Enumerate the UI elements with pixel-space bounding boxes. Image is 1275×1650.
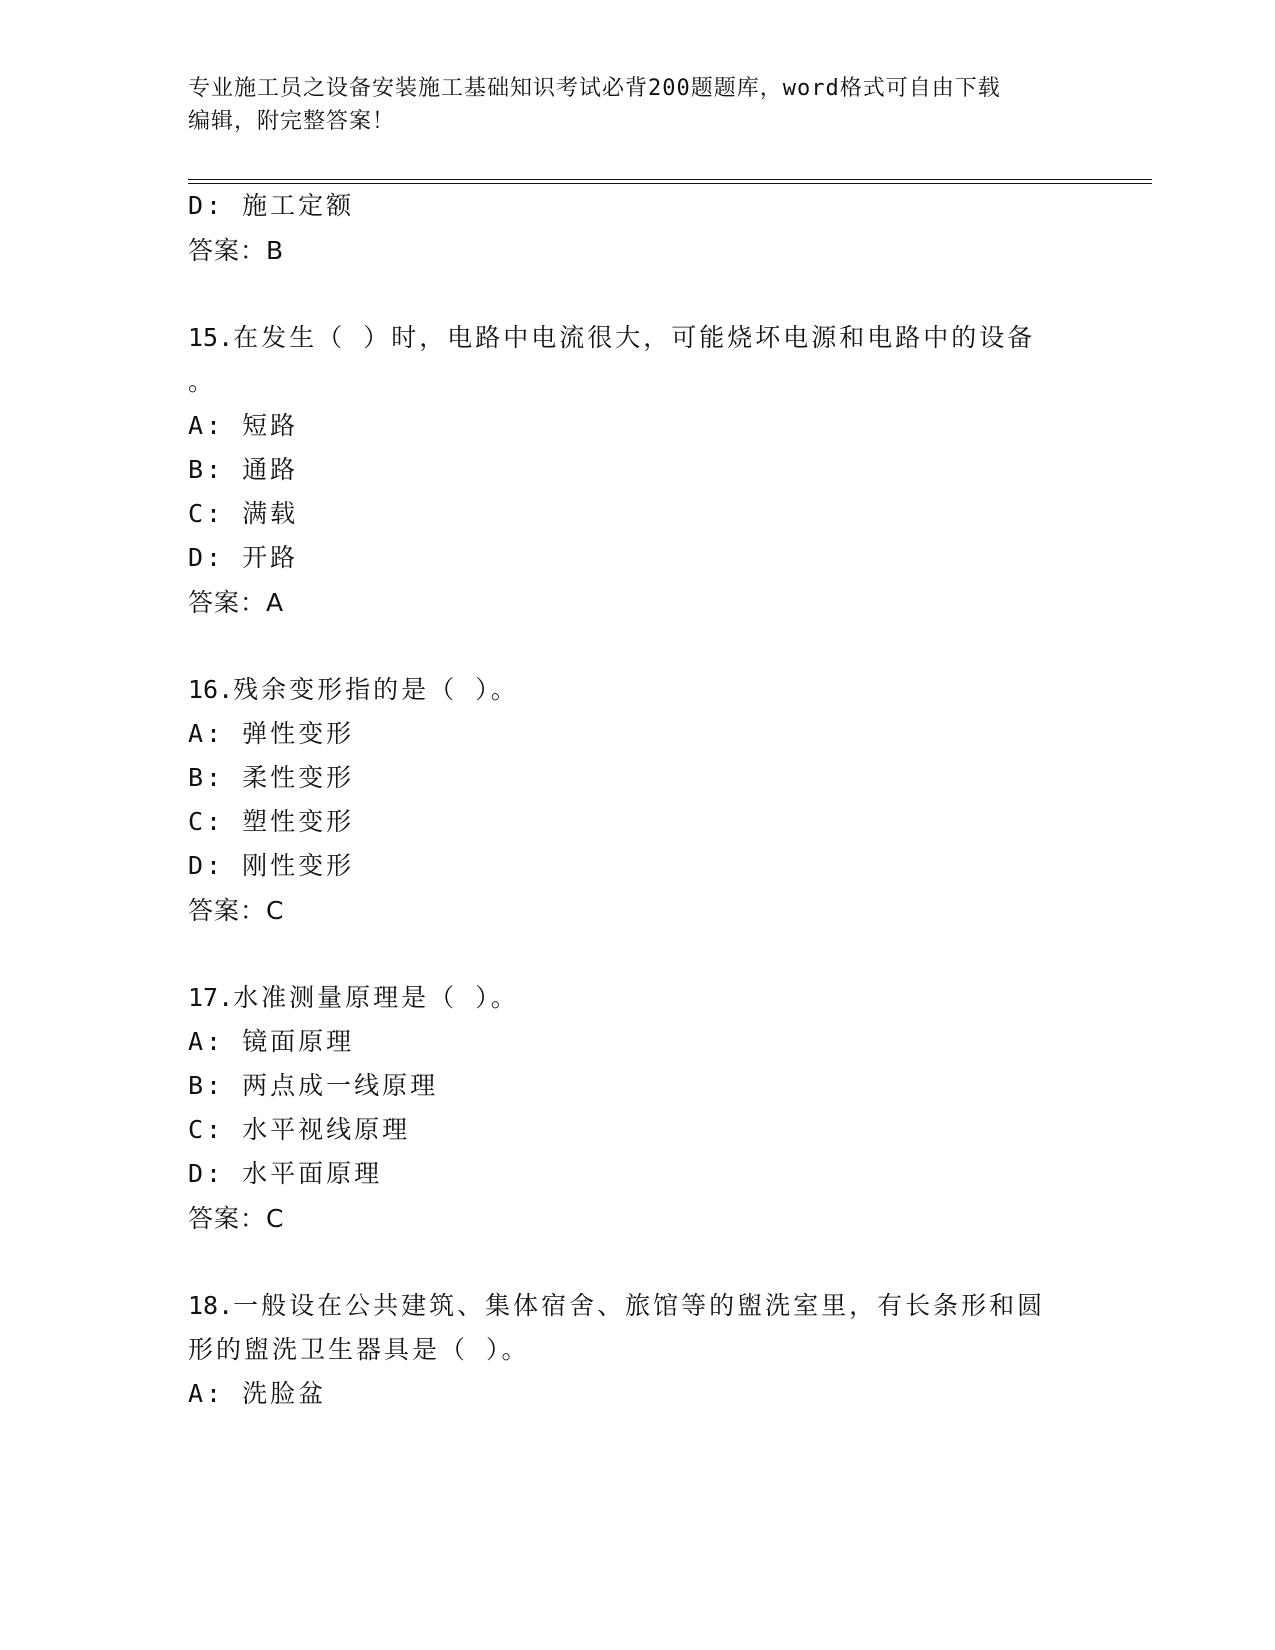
q15-number: 15. [188,323,234,352]
q15-stem-text: 在发生（ ）时，电路中电流很大，可能烧坏电源和电路中的设备 [233,323,1036,352]
q15-option-c: C: 满载 [188,499,299,528]
q17-stem-text: 水准测量原理是（ ）。 [233,983,519,1012]
q15-stem-line2: 。 [188,367,217,396]
q15-answer: 答案：A [188,588,285,617]
header-divider-bottom [188,183,1152,184]
q15-option-d: D: 开路 [188,543,299,572]
q18-stem-text: 一般设在公共建筑、集体宿舍、旅馆等的盥洗室里，有长条形和圆 [233,1291,1046,1320]
q17-stem-line1 [188,982,519,1014]
q18-stem-line1 [188,1290,1045,1322]
q17-option-c: C: 水平视线原理 [188,1115,411,1144]
header-title-line1: 专业施工员之设备安装施工基础知识考试必背200题题库，word格式可自由下载 [188,76,1001,101]
q16-option-b: B: 柔性变形 [188,763,355,792]
q16-stem-text: 残余变形指的是（ ）。 [233,675,519,704]
q16-option-a: A: 弹性变形 [188,719,355,748]
q17-option-b: B: 两点成一线原理 [188,1071,439,1100]
q16-answer: 答案：C [188,896,285,925]
q15-stem-line1 [188,322,1035,354]
q15-option-a: A: 短路 [188,411,299,440]
q17-answer: 答案：C [188,1204,285,1233]
prev-option-d: D: 施工定额 [188,191,355,220]
q18-stem-line2: 形的盥洗卫生器具是（ ）。 [188,1335,530,1364]
document-header [188,72,1068,138]
q17-number: 17. [188,983,234,1012]
q16-number: 16. [188,675,234,704]
header-title-line2: 编辑，附完整答案！ [188,109,396,134]
q16-stem-line1 [188,674,519,706]
q16-option-c: C: 塑性变形 [188,807,355,836]
q15-option-b: B: 通路 [188,455,299,484]
q17-option-d: D: 水平面原理 [188,1159,383,1188]
q17-option-a: A: 镜面原理 [188,1027,355,1056]
prev-answer: 答案：B [188,236,285,265]
q18-number: 18. [188,1291,234,1320]
q18-option-a: A: 洗脸盆 [188,1379,327,1408]
header-divider-top [188,179,1152,180]
q16-option-d: D: 刚性变形 [188,851,355,880]
